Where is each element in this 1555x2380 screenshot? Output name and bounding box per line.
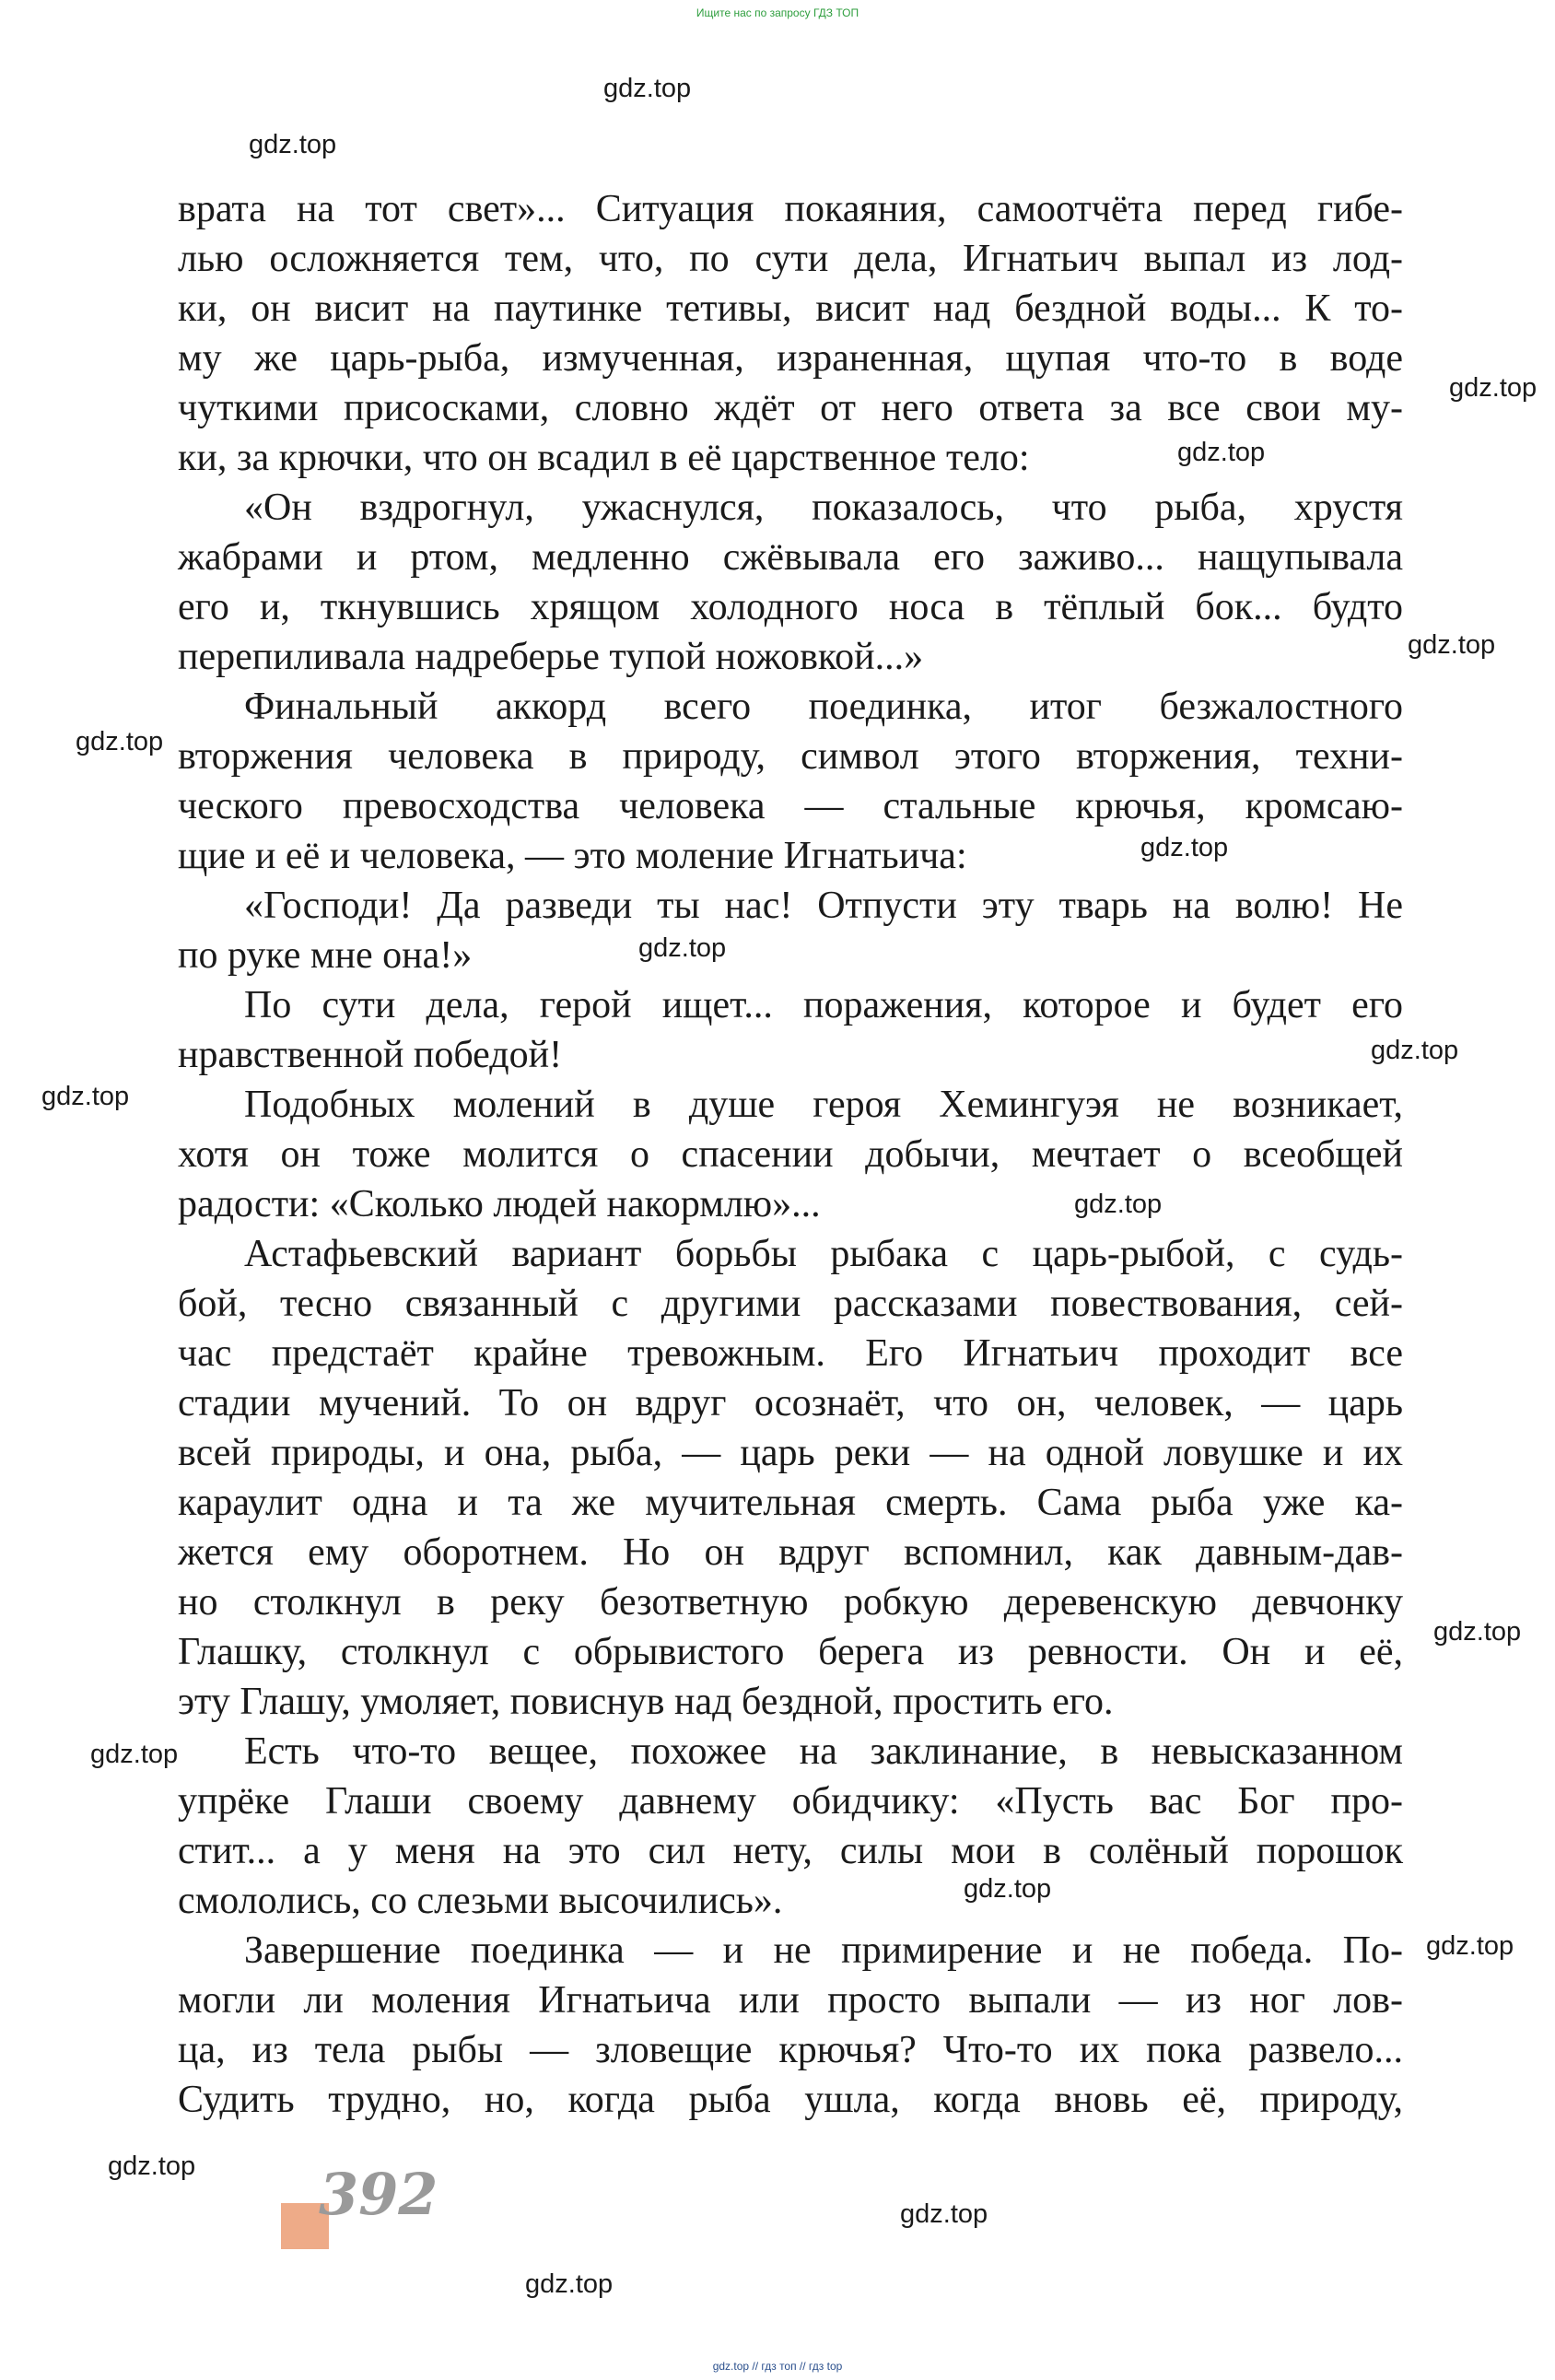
text-line: радости: «Сколько людей накормлю»... (178, 1183, 821, 1225)
watermark: gdz.top (964, 1874, 1052, 1904)
text-line: «Он вздрогнул, ужаснулся, показалось, что рыба, хрустя (244, 487, 1403, 529)
footer-links[interactable]: gdz.top // гдз топ // гдз top (712, 2360, 843, 2373)
watermark: gdz.top (41, 1082, 130, 1111)
watermark: gdz.top (108, 2151, 196, 2181)
page-number: 392 (319, 2161, 438, 2228)
text-line: караулит одна и та же мучительная смерть. Сама рыба уже ка- (178, 1482, 1403, 1524)
watermark: gdz.top (1426, 1931, 1514, 1961)
text-line: нравственной победой! (178, 1034, 563, 1076)
text-line: Астафьевский вариант борьбы рыбака с царь-рыбой, с судь- (244, 1233, 1403, 1275)
watermark: gdz.top (1433, 1617, 1522, 1647)
text-line: Глашку, столкнул с обрывистого берега из ревности. Он и её, (178, 1631, 1403, 1673)
text-line: перепиливала надреберье тупой ножовкой...» (178, 636, 924, 678)
text-line: му же царь-рыба, измученная, израненная, щупая что-то в воде (178, 337, 1403, 380)
text-line: по руке мне она!» (178, 934, 473, 977)
text-line: всей природы, и она, рыба, — царь реки — на одной ловушке и их (178, 1432, 1403, 1474)
text-line: эту Глашу, умоляет, повиснув над бездной, простить его. (178, 1681, 1114, 1723)
watermark: gdz.top (1371, 1036, 1459, 1065)
text-line: лью осложняется тем, что, по сути дела, Игнатьич выпал из лод- (178, 238, 1403, 280)
text-line: Судить трудно, но, когда рыба ушла, когда вновь её, природу, (178, 2079, 1403, 2121)
watermark: gdz.top (1140, 833, 1229, 862)
text-line: вторжения человека в природу, символ этого вторжения, техни- (178, 735, 1403, 778)
text-line: Подобных молений в душе героя Хемингуэя не возникает, (244, 1084, 1403, 1126)
text-line: час предстаёт крайне тревожным. Его Игнатьич проходит все (178, 1332, 1403, 1375)
text-line: чуткими присосками, словно ждёт от него ответа за все свои му- (178, 387, 1403, 429)
watermark: gdz.top (638, 933, 727, 963)
text-line: Завершение поединка — и не примирение и не победа. По- (244, 1929, 1403, 1972)
text-line: но столкнул в реку безответную робкую деревенскую девчонку (178, 1581, 1403, 1624)
text-line: бой, тесно связанный с другими рассказами повествования, сей- (178, 1283, 1403, 1325)
text-line: стит... а у меня на это сил нету, силы мои в солёный порошок (178, 1830, 1403, 1872)
text-line: врата на тот свет»... Ситуация покаяния, самоотчёта перед гибе- (178, 188, 1403, 230)
text-line: ки, за крючки, что он всадил в её царственное тело: (178, 437, 1030, 479)
text-line: «Господи! Да разведи ты нас! Отпусти эту тварь на волю! Не (244, 885, 1403, 927)
text-line: смололись, со слезьми высочились». (178, 1880, 783, 1922)
watermark: gdz.top (249, 130, 337, 159)
text-line: По сути дела, герой ищет... поражения, которое и будет его (244, 984, 1403, 1026)
watermark: gdz.top (1074, 1190, 1163, 1219)
text-line: ца, из тела рыбы — зловещие крючья? Что-то их пока развело... (178, 2029, 1403, 2071)
text-line: стадии мучений. То он вдруг осознаёт, что он, человек, — царь (178, 1382, 1403, 1424)
watermark: gdz.top (1449, 373, 1537, 403)
text-line: щие и её и человека, — это моление Игнатьича: (178, 835, 967, 877)
text-line: жабрами и ртом, медленно сжёвывала его заживо... нащупывала (178, 536, 1403, 579)
text-line: упрёке Глаши своему давнему обидчику: «Пусть вас Бог про- (178, 1780, 1403, 1823)
text-line: хотя он тоже молится о спасении добычи, мечтает о всеобщей (178, 1133, 1403, 1176)
watermark: gdz.top (900, 2199, 988, 2229)
text-line: его и, ткнувшись хрящом холодного носа в тёплый бок... будто (178, 586, 1403, 628)
watermark: gdz.top (76, 727, 164, 756)
watermark: gdz.top (90, 1740, 179, 1769)
text-line: могли ли моления Игнатьича или просто выпали — из ног лов- (178, 1979, 1403, 2022)
watermark: gdz.top (1408, 630, 1496, 660)
watermark: gdz.top (1177, 438, 1266, 467)
search-hint: Ищите нас по запросу ГДЗ ТОП (696, 6, 859, 19)
text-line: жется ему оборотнем. Но он вдруг вспомнил, как давным-дав- (178, 1531, 1403, 1574)
watermark: gdz.top (525, 2269, 614, 2299)
text-line: Финальный аккорд всего поединка, итог безжалостного (244, 686, 1403, 728)
watermark: gdz.top (603, 74, 692, 103)
text-line: ческого превосходства человека — стальные крючья, кромсаю- (178, 785, 1403, 827)
body-text (178, 184, 1403, 2125)
text-line: Есть что-то вещее, похожее на заклинание, в невысказанном (244, 1730, 1403, 1773)
text-line: ки, он висит на паутинке тетивы, висит над бездной воды... К то- (178, 287, 1403, 330)
